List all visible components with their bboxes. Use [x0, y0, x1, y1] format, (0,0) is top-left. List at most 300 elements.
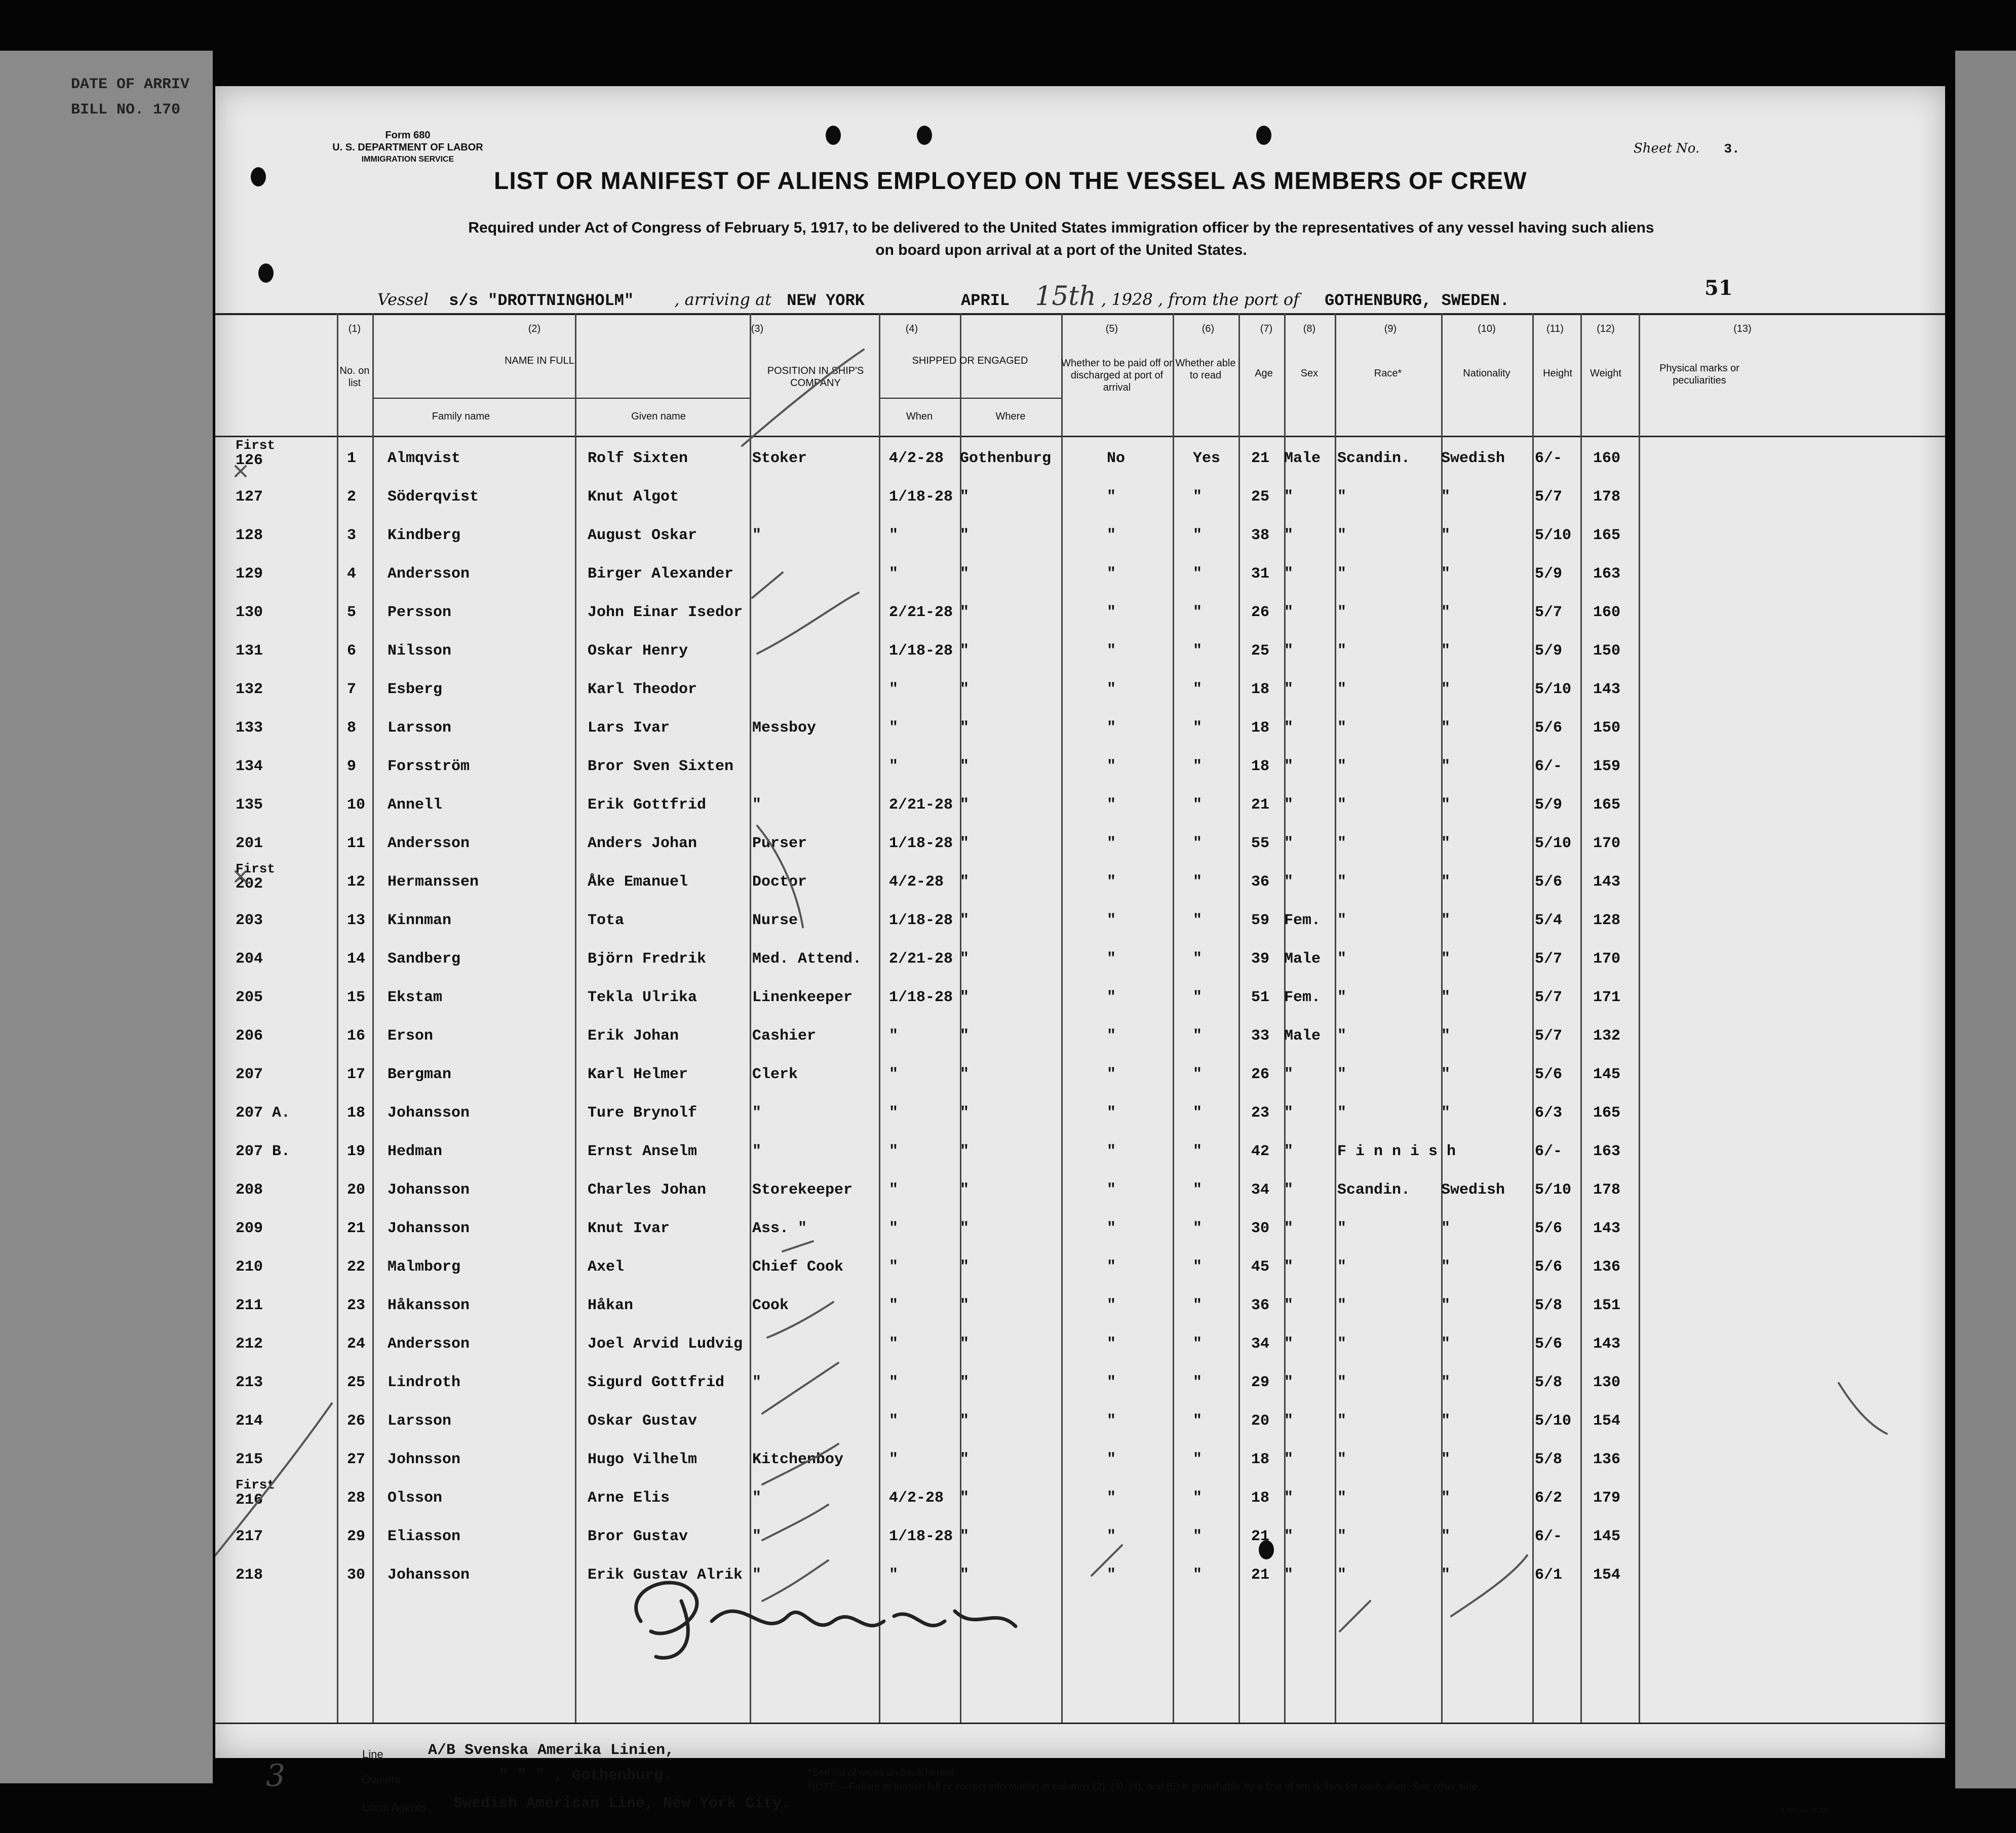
- shipped-where: ": [960, 1412, 970, 1430]
- height: 6/3: [1535, 1104, 1563, 1122]
- age: 25: [1251, 488, 1270, 506]
- col-num-5: (5): [1105, 323, 1118, 334]
- crew-number: 207 B.: [236, 1143, 291, 1160]
- shipped-when: ": [889, 1143, 899, 1160]
- given-name: Knut Ivar: [588, 1220, 670, 1237]
- family-name: Andersson: [387, 835, 470, 852]
- nationality: Swedish: [1441, 1181, 1505, 1199]
- able-to-read: ": [1193, 1567, 1203, 1584]
- sex: ": [1284, 1104, 1294, 1122]
- able-to-read: ": [1193, 1066, 1203, 1083]
- nationality: ": [1441, 912, 1451, 929]
- given-name: Åke Emanuel: [588, 873, 688, 891]
- height: 5/7: [1535, 989, 1563, 1006]
- list-number: 5: [347, 604, 357, 621]
- race: ": [1337, 1027, 1347, 1045]
- sex: Male: [1284, 1027, 1321, 1045]
- paid-off: ": [1107, 950, 1116, 968]
- sex: ": [1284, 796, 1294, 814]
- able-to-read: ": [1193, 565, 1203, 583]
- nationality: ": [1441, 488, 1451, 506]
- age: 36: [1251, 873, 1270, 891]
- weight: 143: [1593, 873, 1621, 891]
- col-num-13: (13): [1733, 323, 1752, 334]
- able-to-read: ": [1193, 1335, 1203, 1353]
- height: 5/6: [1535, 1258, 1563, 1276]
- crew-number: 208: [236, 1181, 263, 1199]
- given-name: Tota: [588, 912, 625, 929]
- shipped-when: ": [889, 1066, 899, 1083]
- paid-off: ": [1107, 912, 1116, 929]
- crew-number: 135: [236, 796, 263, 814]
- age: 21: [1251, 796, 1270, 814]
- nationality: ": [1441, 1412, 1451, 1430]
- race: ": [1337, 488, 1347, 506]
- line-label: Line: [362, 1748, 383, 1761]
- paid-off: ": [1107, 1220, 1116, 1237]
- position: Kitchenboy: [752, 1451, 844, 1468]
- age: 18: [1251, 681, 1270, 698]
- shipped-where: ": [960, 1335, 970, 1353]
- crew-number: 205: [236, 989, 263, 1006]
- nationality: ": [1441, 1374, 1451, 1391]
- race: ": [1337, 1451, 1347, 1468]
- family-name: Johnsson: [387, 1451, 461, 1468]
- list-number: 2: [347, 488, 357, 506]
- header-given-name: Given name: [631, 411, 686, 422]
- paid-off: ": [1107, 1528, 1116, 1545]
- arriving-label: , arriving at: [674, 290, 772, 309]
- family-name: Lindroth: [387, 1374, 461, 1391]
- able-to-read: ": [1193, 1528, 1203, 1545]
- given-name: Charles Johan: [588, 1181, 707, 1199]
- crew-number: 207 A.: [236, 1104, 291, 1122]
- height: 5/7: [1535, 1027, 1563, 1045]
- list-number: 11: [347, 835, 366, 852]
- race: ": [1337, 989, 1347, 1006]
- paid-off: ": [1107, 835, 1116, 852]
- family-name: Larsson: [387, 1412, 452, 1430]
- given-name: Tekla Ulrika: [588, 989, 697, 1006]
- sex: ": [1284, 1451, 1294, 1468]
- race: ": [1337, 873, 1347, 891]
- sex: ": [1284, 873, 1294, 891]
- crew-number: 215: [236, 1451, 263, 1468]
- shipped-where: ": [960, 758, 970, 775]
- list-number: 23: [347, 1297, 366, 1314]
- shipped-where: ": [960, 989, 970, 1006]
- height: 6/-: [1535, 1528, 1563, 1545]
- able-to-read: ": [1193, 1220, 1203, 1237]
- position: Messboy: [752, 719, 817, 737]
- race: ": [1337, 1297, 1347, 1314]
- age: 21: [1251, 1567, 1270, 1584]
- race: ": [1337, 912, 1347, 929]
- header-height: Height: [1543, 368, 1572, 379]
- shipped-when: 1/18-28: [889, 642, 953, 660]
- height: 5/6: [1535, 1066, 1563, 1083]
- family-name: Nilsson: [387, 642, 452, 660]
- race: ": [1337, 1528, 1347, 1545]
- list-number: 16: [347, 1027, 366, 1045]
- sex: ": [1284, 565, 1294, 583]
- shipped-where: ": [960, 719, 970, 737]
- position: ": [752, 1374, 762, 1391]
- height: 5/10: [1535, 681, 1572, 698]
- age: 34: [1251, 1181, 1270, 1199]
- weight: 145: [1593, 1066, 1621, 1083]
- race: Scandin.: [1337, 1181, 1411, 1199]
- nationality: ": [1441, 873, 1451, 891]
- page-title: LIST OR MANIFEST OF ALIENS EMPLOYED ON THE VESSEL AS MEMBERS OF CREW: [494, 168, 1527, 195]
- race: ": [1337, 758, 1347, 775]
- age: 55: [1251, 835, 1270, 852]
- shipped-where: ": [960, 1374, 970, 1391]
- arrival-month: APRIL: [961, 291, 1010, 310]
- nationality: ": [1441, 950, 1451, 968]
- crew-number: 130: [236, 604, 263, 621]
- shipped-when: 1/18-28: [889, 488, 953, 506]
- list-number: 10: [347, 796, 366, 814]
- arrival-port: NEW YORK: [787, 291, 865, 310]
- paid-off: ": [1107, 1143, 1116, 1160]
- height: 5/4: [1535, 912, 1563, 929]
- shipped-when: 4/2-28: [889, 450, 944, 467]
- races-note: *See list of races on back hereof.: [808, 1767, 957, 1778]
- paid-off: ": [1107, 681, 1116, 698]
- height: 5/10: [1535, 527, 1572, 544]
- age: 29: [1251, 1374, 1270, 1391]
- list-number: 29: [347, 1528, 366, 1545]
- shipped-where: ": [960, 681, 970, 698]
- position: ": [752, 1104, 762, 1122]
- shipped-where: ": [960, 1027, 970, 1045]
- race: ": [1337, 604, 1347, 621]
- paid-off: ": [1107, 1027, 1116, 1045]
- family-name: Eliasson: [387, 1528, 461, 1545]
- weight: 143: [1593, 1220, 1621, 1237]
- crew-number: 212: [236, 1335, 263, 1353]
- col-num-3: (3): [751, 323, 764, 334]
- given-name: Oskar Henry: [588, 642, 688, 660]
- col-num-7: (7): [1260, 323, 1273, 334]
- paid-off: No: [1107, 450, 1126, 467]
- race: ": [1337, 1335, 1347, 1353]
- shipped-where: ": [960, 642, 970, 660]
- race: ": [1337, 642, 1347, 660]
- nationality: ": [1441, 604, 1451, 621]
- able-to-read: ": [1193, 1143, 1203, 1160]
- shipped-when: 1/18-28: [889, 989, 953, 1006]
- list-number: 15: [347, 989, 366, 1006]
- weight: 143: [1593, 681, 1621, 698]
- crew-number: 127: [236, 488, 263, 506]
- age: 33: [1251, 1027, 1270, 1045]
- position: ": [752, 1528, 762, 1545]
- able-to-read: Yes: [1193, 450, 1221, 467]
- sex: ": [1284, 1490, 1294, 1507]
- paid-off: ": [1107, 1104, 1116, 1122]
- crew-number: 133: [236, 719, 263, 737]
- race: ": [1337, 1374, 1347, 1391]
- paid-off: ": [1107, 719, 1116, 737]
- family-name: Sandberg: [387, 950, 461, 968]
- service-name: IMMIGRATION SERVICE: [361, 155, 454, 164]
- shipped-where: ": [960, 1451, 970, 1468]
- class-label: First: [236, 861, 276, 876]
- nationality: ": [1441, 1027, 1451, 1045]
- shipped-when: ": [889, 1258, 899, 1276]
- weight: 178: [1593, 1181, 1621, 1199]
- sheet-number-label: Sheet No.: [1634, 141, 1700, 156]
- paid-off: ": [1107, 1297, 1116, 1314]
- weight: 170: [1593, 950, 1621, 968]
- age: 20: [1251, 1412, 1270, 1430]
- age: 36: [1251, 1297, 1270, 1314]
- weight: 136: [1593, 1258, 1621, 1276]
- col-num-1: (1): [348, 323, 361, 334]
- crew-number: 206: [236, 1027, 263, 1045]
- shipped-where: ": [960, 950, 970, 968]
- shipped-where: ": [960, 488, 970, 506]
- list-number: 12: [347, 873, 366, 891]
- paid-off: ": [1107, 989, 1116, 1006]
- given-name: Erik Gustav Alrik: [588, 1567, 743, 1584]
- col-num-4: (4): [905, 323, 918, 334]
- crew-number: 201: [236, 835, 263, 852]
- age: 26: [1251, 604, 1270, 621]
- list-number: 20: [347, 1181, 366, 1199]
- race: ": [1337, 1412, 1347, 1430]
- col-num-11: (11): [1546, 323, 1564, 334]
- shipped-where: ": [960, 565, 970, 583]
- family-name: Kinnman: [387, 912, 452, 929]
- paid-off: ": [1107, 642, 1116, 660]
- height: 5/8: [1535, 1297, 1563, 1314]
- crew-number: 209: [236, 1220, 263, 1237]
- given-name: Bror Sven Sixten: [588, 758, 734, 775]
- penalty-note: NOTE.—Failure to furnish full or correct information in columns (2), (3), (4), and (5) is punishable by a fine of ten dollars for each alien. See other side.: [808, 1781, 1481, 1792]
- shipped-when: ": [889, 1220, 899, 1237]
- able-to-read: ": [1193, 1181, 1203, 1199]
- paid-off: ": [1107, 604, 1116, 621]
- age: 18: [1251, 1490, 1270, 1507]
- master-signature: [610, 1560, 1066, 1672]
- given-name: Karl Theodor: [588, 681, 697, 698]
- form-number: Form 680: [385, 130, 431, 141]
- race: ": [1337, 681, 1347, 698]
- age: 39: [1251, 950, 1270, 968]
- family-name: Andersson: [387, 1335, 470, 1353]
- family-name: Erson: [387, 1027, 434, 1045]
- family-name: Johansson: [387, 1104, 470, 1122]
- shipped-where: ": [960, 912, 970, 929]
- able-to-read: ": [1193, 835, 1203, 852]
- age: 59: [1251, 912, 1270, 929]
- race: Scandin.: [1337, 450, 1411, 467]
- nationality: ": [1441, 681, 1451, 698]
- height: 5/10: [1535, 1412, 1572, 1430]
- manifest-sheet: [215, 86, 1945, 1814]
- given-name: Ture Brynolf: [588, 1104, 697, 1122]
- shipped-when: 2/21-28: [889, 604, 953, 621]
- shipped-where: ": [960, 835, 970, 852]
- able-to-read: ": [1193, 1451, 1203, 1468]
- sex: ": [1284, 1528, 1294, 1545]
- list-number: 17: [347, 1066, 366, 1083]
- paid-off: ": [1107, 1567, 1116, 1584]
- weight: 165: [1593, 527, 1621, 544]
- age: 31: [1251, 565, 1270, 583]
- page-number: 51: [1704, 276, 1733, 300]
- crew-number: 202: [236, 875, 263, 893]
- shipped-when: ": [889, 1297, 899, 1314]
- header-sex: Sex: [1300, 368, 1319, 379]
- position: ": [752, 1567, 762, 1584]
- height: 5/9: [1535, 642, 1563, 660]
- departure-port: GOTHENBURG, SWEDEN.: [1325, 291, 1509, 310]
- shipped-when: 2/21-28: [889, 796, 953, 814]
- adjacent-page-left: [0, 51, 213, 1783]
- age: 30: [1251, 1220, 1270, 1237]
- shipped-when: ": [889, 1104, 899, 1122]
- height: 5/7: [1535, 950, 1563, 968]
- nationality: ": [1441, 1258, 1451, 1276]
- shipped-where: ": [960, 1258, 970, 1276]
- shipped-when: ": [889, 1412, 899, 1430]
- nationality: ": [1441, 1220, 1451, 1237]
- family-name: Hedman: [387, 1143, 443, 1160]
- sex: ": [1284, 835, 1294, 852]
- col-num-6: (6): [1201, 323, 1215, 334]
- arrival-year: , 1928: [1101, 290, 1153, 309]
- race: F i n n i s h: [1337, 1143, 1456, 1160]
- col-num-12: (12): [1597, 323, 1615, 334]
- family-name: Malmborg: [387, 1258, 461, 1276]
- list-number: 24: [347, 1335, 366, 1353]
- race: ": [1337, 1066, 1347, 1083]
- position: Chief Cook: [752, 1258, 844, 1276]
- weight: 159: [1593, 758, 1621, 775]
- height: 6/-: [1535, 450, 1563, 467]
- shipped-where: ": [960, 1066, 970, 1083]
- family-name: Kindberg: [387, 527, 461, 544]
- age: 18: [1251, 758, 1270, 775]
- sex: ": [1284, 719, 1294, 737]
- weight: 143: [1593, 1335, 1621, 1353]
- age: 42: [1251, 1143, 1270, 1160]
- weight: 170: [1593, 835, 1621, 852]
- nationality: ": [1441, 758, 1451, 775]
- weight: 136: [1593, 1451, 1621, 1468]
- family-name: Larsson: [387, 719, 452, 737]
- sex: ": [1284, 681, 1294, 698]
- paid-off: ": [1107, 1066, 1116, 1083]
- nationality: ": [1441, 1335, 1451, 1353]
- paid-off: ": [1107, 488, 1116, 506]
- shipped-when: 4/2-28: [889, 1490, 944, 1507]
- height: 5/7: [1535, 604, 1563, 621]
- list-number: 19: [347, 1143, 366, 1160]
- weight: 150: [1593, 642, 1621, 660]
- given-name: Lars Ivar: [588, 719, 670, 737]
- given-name: Bror Gustav: [588, 1528, 688, 1545]
- shipped-where: ": [960, 1528, 970, 1545]
- sex: ": [1284, 488, 1294, 506]
- weight: 150: [1593, 719, 1621, 737]
- shipped-where: ": [960, 1567, 970, 1584]
- shipped-when: ": [889, 1027, 899, 1045]
- shipped-where: ": [960, 796, 970, 814]
- position: Med. Attend.: [752, 950, 862, 968]
- sex: Male: [1284, 450, 1321, 467]
- race: ": [1337, 1258, 1347, 1276]
- crew-number: 129: [236, 565, 263, 583]
- agents-label: Local Agents: [362, 1801, 426, 1814]
- nationality: ": [1441, 796, 1451, 814]
- weight: 128: [1593, 912, 1621, 929]
- position: Ass. ": [752, 1220, 807, 1237]
- family-name: Almqvist: [387, 450, 461, 467]
- age: 23: [1251, 1104, 1270, 1122]
- able-to-read: ": [1193, 796, 1203, 814]
- family-name: Forsström: [387, 758, 470, 775]
- able-to-read: ": [1193, 1104, 1203, 1122]
- height: 5/7: [1535, 488, 1563, 506]
- paid-off: ": [1107, 1181, 1116, 1199]
- race: ": [1337, 796, 1347, 814]
- shipped-when: 1/18-28: [889, 1528, 953, 1545]
- family-name: Johansson: [387, 1567, 470, 1584]
- crew-number: 213: [236, 1374, 263, 1391]
- able-to-read: ": [1193, 719, 1203, 737]
- able-to-read: ": [1193, 758, 1203, 775]
- able-to-read: ": [1193, 527, 1203, 544]
- able-to-read: ": [1193, 873, 1203, 891]
- weight: 165: [1593, 1104, 1621, 1122]
- shipped-when: ": [889, 681, 899, 698]
- weight: 163: [1593, 565, 1621, 583]
- age: 38: [1251, 527, 1270, 544]
- list-number: 21: [347, 1220, 366, 1237]
- shipped-where: ": [960, 1181, 970, 1199]
- race: ": [1337, 719, 1347, 737]
- nationality: Swedish: [1441, 450, 1505, 467]
- position: ": [752, 1143, 762, 1160]
- shipped-when: ": [889, 1451, 899, 1468]
- able-to-read: ": [1193, 989, 1203, 1006]
- line-value: A/B Svenska Amerika Linien,: [428, 1742, 675, 1759]
- paid-off: ": [1107, 1490, 1116, 1507]
- race: ": [1337, 1490, 1347, 1507]
- sex: Male: [1284, 950, 1321, 968]
- paid-off: ": [1107, 873, 1116, 891]
- header-family-name: Family name: [432, 411, 490, 422]
- height: 5/6: [1535, 1335, 1563, 1353]
- nationality: ": [1441, 1104, 1451, 1122]
- given-name: Håkan: [588, 1297, 634, 1314]
- given-name: Hugo Vilhelm: [588, 1451, 697, 1468]
- header-weight: Weight: [1590, 368, 1621, 379]
- position: Nurse: [752, 912, 798, 929]
- crew-number: 216: [236, 1492, 263, 1509]
- race: ": [1337, 1104, 1347, 1122]
- nationality: ": [1441, 1528, 1451, 1545]
- age: 21: [1251, 1528, 1270, 1545]
- paid-off: ": [1107, 1412, 1116, 1430]
- weight: 163: [1593, 1143, 1621, 1160]
- list-number: 4: [347, 565, 357, 583]
